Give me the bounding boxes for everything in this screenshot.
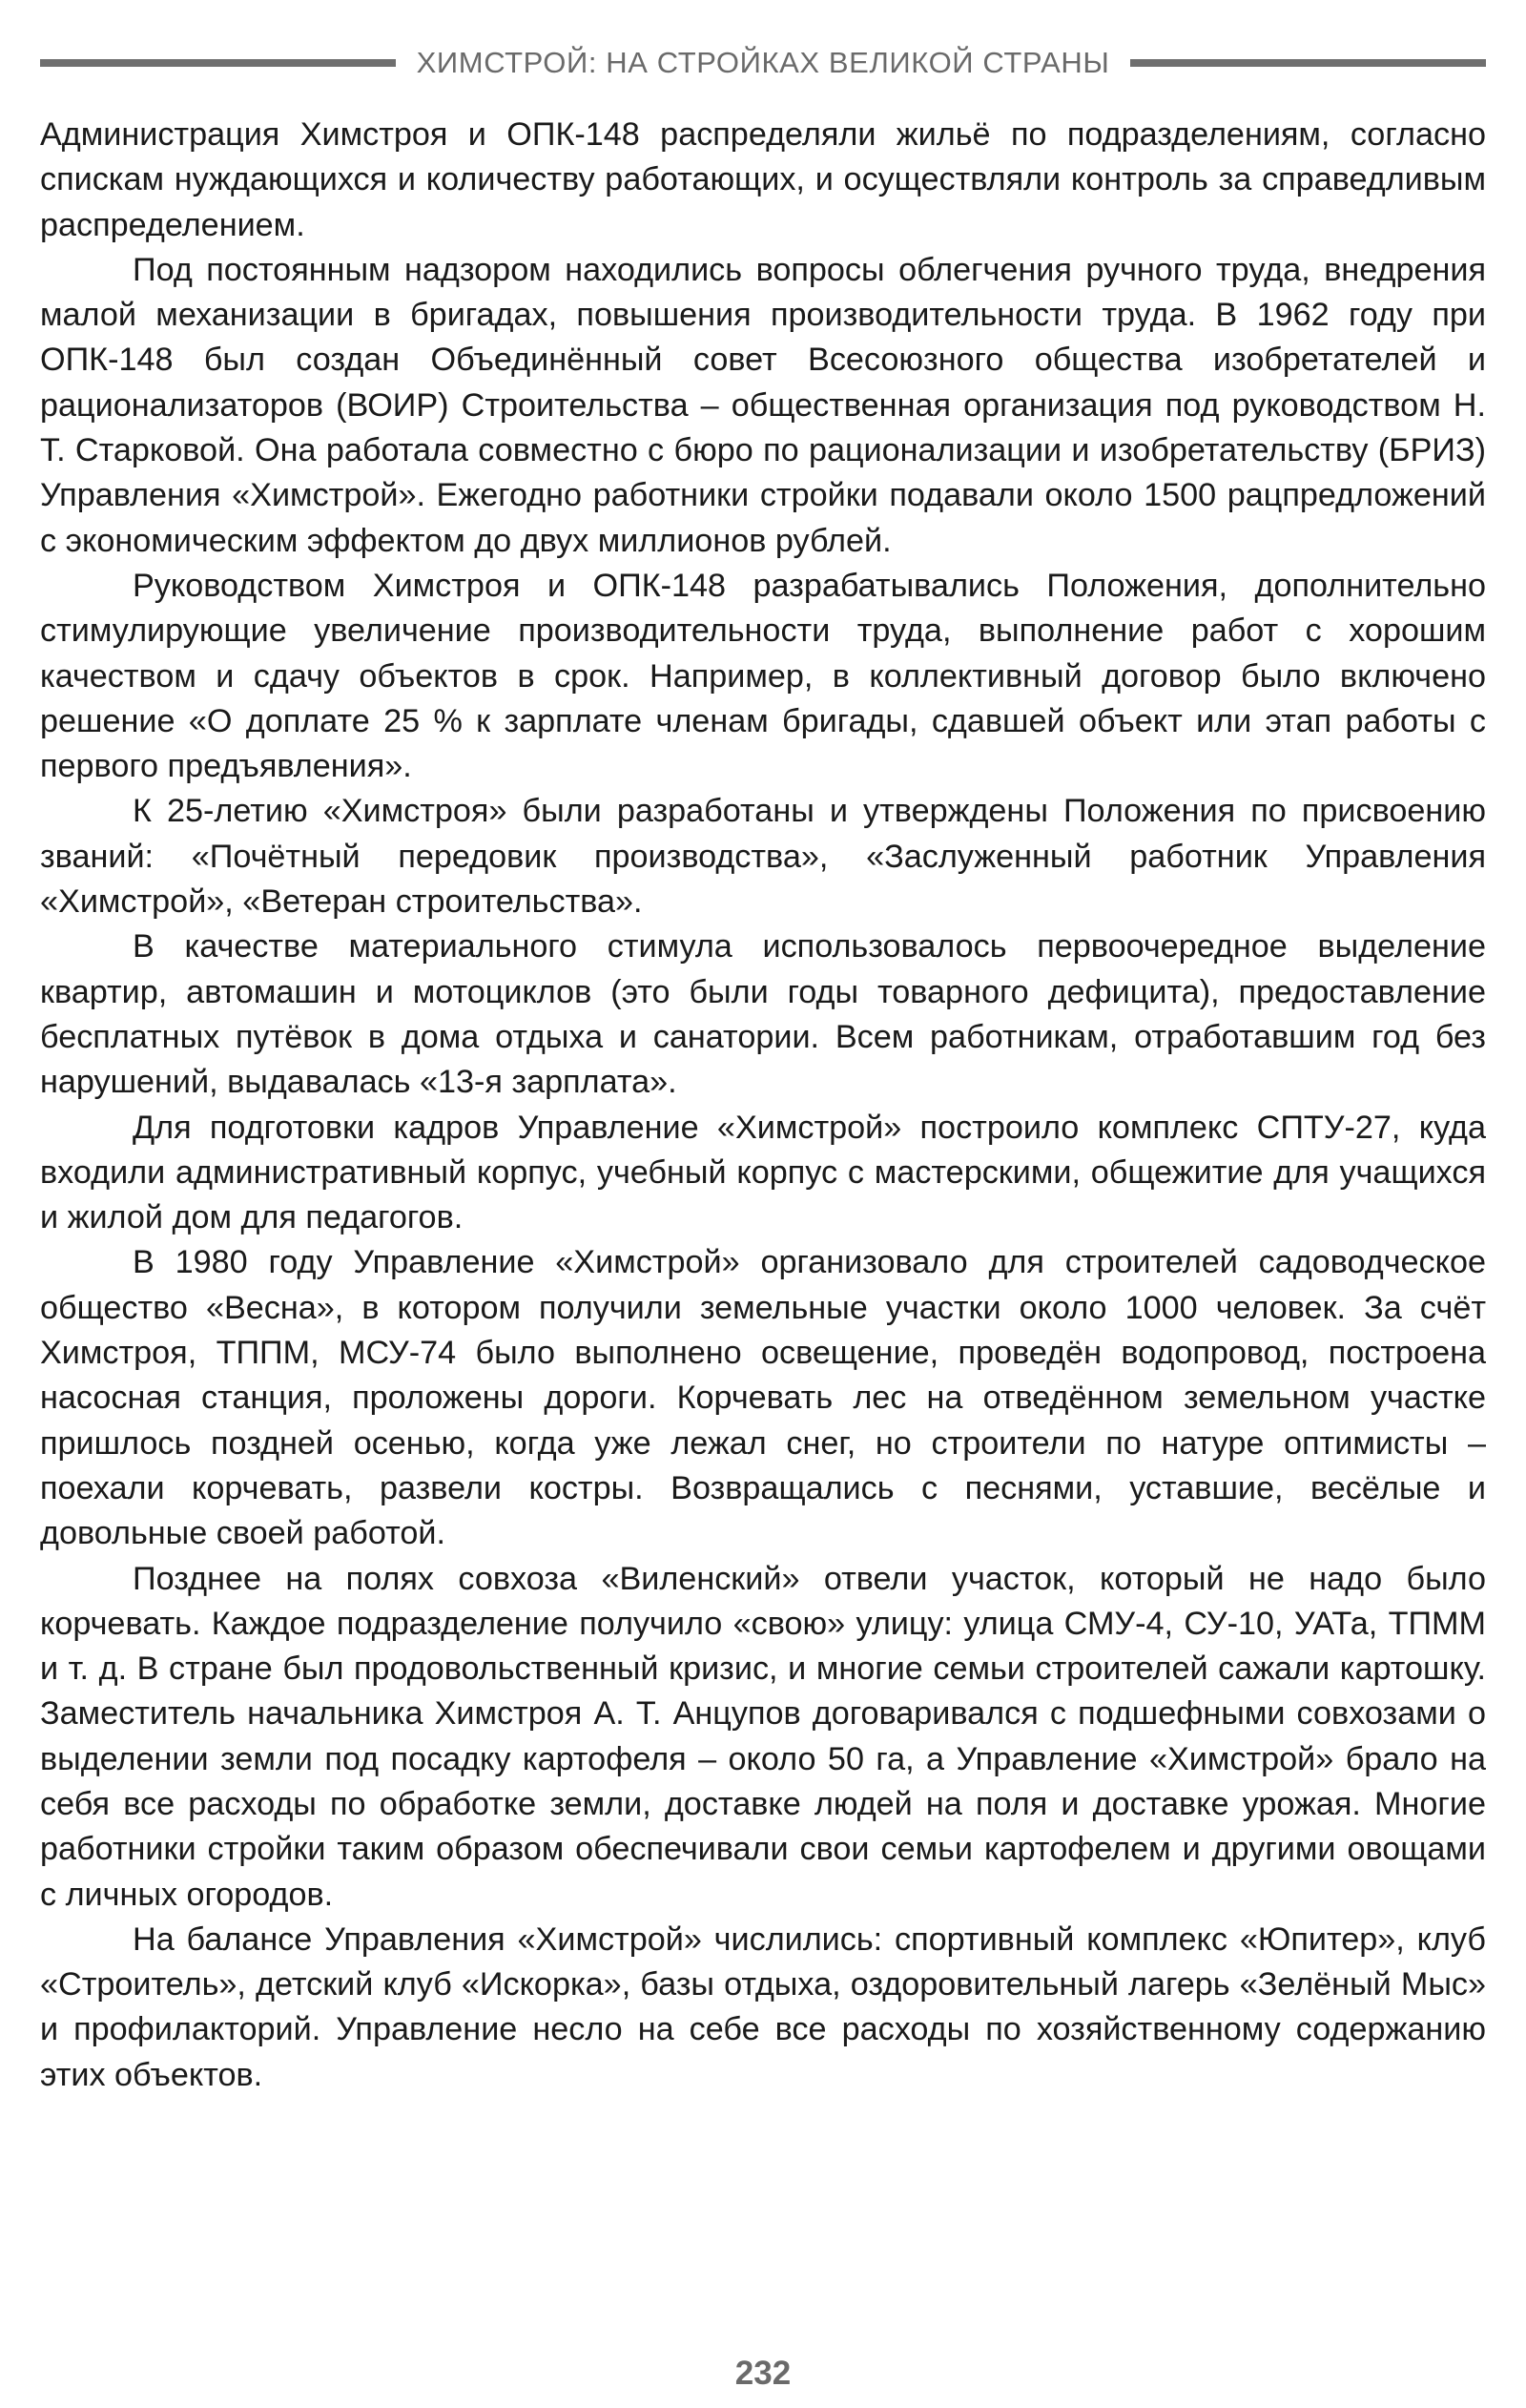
header-rule-right [1130, 59, 1486, 67]
paragraph-8: Позднее на полях совхоза «Виленский» отвели участок, который не надо было корчевать. Каждое подразделение получило «свою» улицу: улица СМУ-4, СУ-10, УАТа, ТПММ и т. д. В стране был продовольственный кризис, и многие семьи строителей сажали картошку. Заместитель начальника Химстроя А. Т. Анцупов договаривался с подшефными совхозами о выделении земли под посадку картофеля – около 50 га, а Управление «Химстрой» брало на себя все расходы по обработке земли, доставке людей на поля и доставке урожая. Многие работники стройки таким образом обеспечивали свои семьи картофелем и другими овощами с личных огородов. [40, 1560, 1486, 1913]
body-text [40, 113, 1486, 2098]
paragraph-5: В качестве материального стимула использовалось первоочередное выделение квартир, автомашин и мотоциклов (это были годы товарного дефицита), предоставление бесплатных путёвок в дома отдыха и санатории. Всем работникам, отработавшим год без нарушений, выдавалась «13-я зарплата». [40, 928, 1486, 1101]
paragraph-3: Руководством Химстроя и ОПК-148 разрабатывались Положения, дополнительно стимулирующие увеличение производительности труда, выполнение работ с хорошим качеством и сдачу объектов в срок. Например, в коллективный договор было включено решение «О доплате 25 % к зарплате членам бригады, сдавшей объект или этап работы с первого предъявления». [40, 567, 1486, 785]
paragraph-1: Администрация Химстроя и ОПК-148 распределяли жильё по подразделениям, согласно спискам нуждающихся и количеству работающих, и осуществляли контроль за справедливым распределением. [40, 116, 1486, 243]
paragraph-2: Под постоянным надзором находились вопросы облегчения ручного труда, внедрения малой механизации в бригадах, повышения производительности труда. В 1962 году при ОПК-148 был создан Объединённый совет Всесоюзного общества изобретателей и рационализаторов (ВОИР) Строительства – общественная организация под руководством Н. Т. Старковой. Она работала совместно с бюро по рационализации и изобретательству (БРИЗ) Управления «Химстрой». Ежегодно работники стройки подавали около 1500 рацпредложений с экономическим эффектом до двух миллионов рублей. [40, 251, 1486, 559]
paragraph-6: Для подготовки кадров Управление «Химстрой» построило комплекс СПТУ-27, куда входили административный корпус, учебный корпус с мастерскими, общежитие для учащихся и жилой дом для педагогов. [40, 1109, 1486, 1236]
paragraph-7: В 1980 году Управление «Химстрой» организовало для строителей садоводческое общество «Весна», в котором получили земельные участки около 1000 человек. За счёт Химстроя, ТППМ, МСУ-74 было выполнено освещение, проведён водопровод, построена насосная станция, проложены дороги. Корчевать лес на отведённом земельном участке пришлось поздней осенью, когда уже лежал снег, но строители по натуре оптимисты – поехали корчевать, развели костры. Возвращались с песнями, уставшие, весёлые и довольные своей работой. [40, 1244, 1486, 1552]
page-number: 232 [734, 2355, 792, 2392]
paragraph-4: К 25-летию «Химстроя» были разработаны и утверждены Положения по присвоению званий: «Почётный передовик производства», «Заслуженный работник Управления «Химстрой», «Ветеран строительства». [40, 793, 1486, 921]
running-header-title: ХИМСТРОЙ: НА СТРОЙКАХ ВЕЛИКОЙ СТРАНЫ [416, 46, 1110, 79]
paragraph-9: На балансе Управления «Химстрой» числились: спортивный комплекс «Юпитер», клуб «Строитель», детский клуб «Искорка», базы отдыха, оздоровительный лагерь «Зелёный Мыс» и профилакторий. Управление несло на себе все расходы по хозяйственному содержанию этих объектов. [40, 1920, 1486, 2093]
running-header [40, 42, 1486, 84]
header-rule-left [40, 59, 396, 67]
